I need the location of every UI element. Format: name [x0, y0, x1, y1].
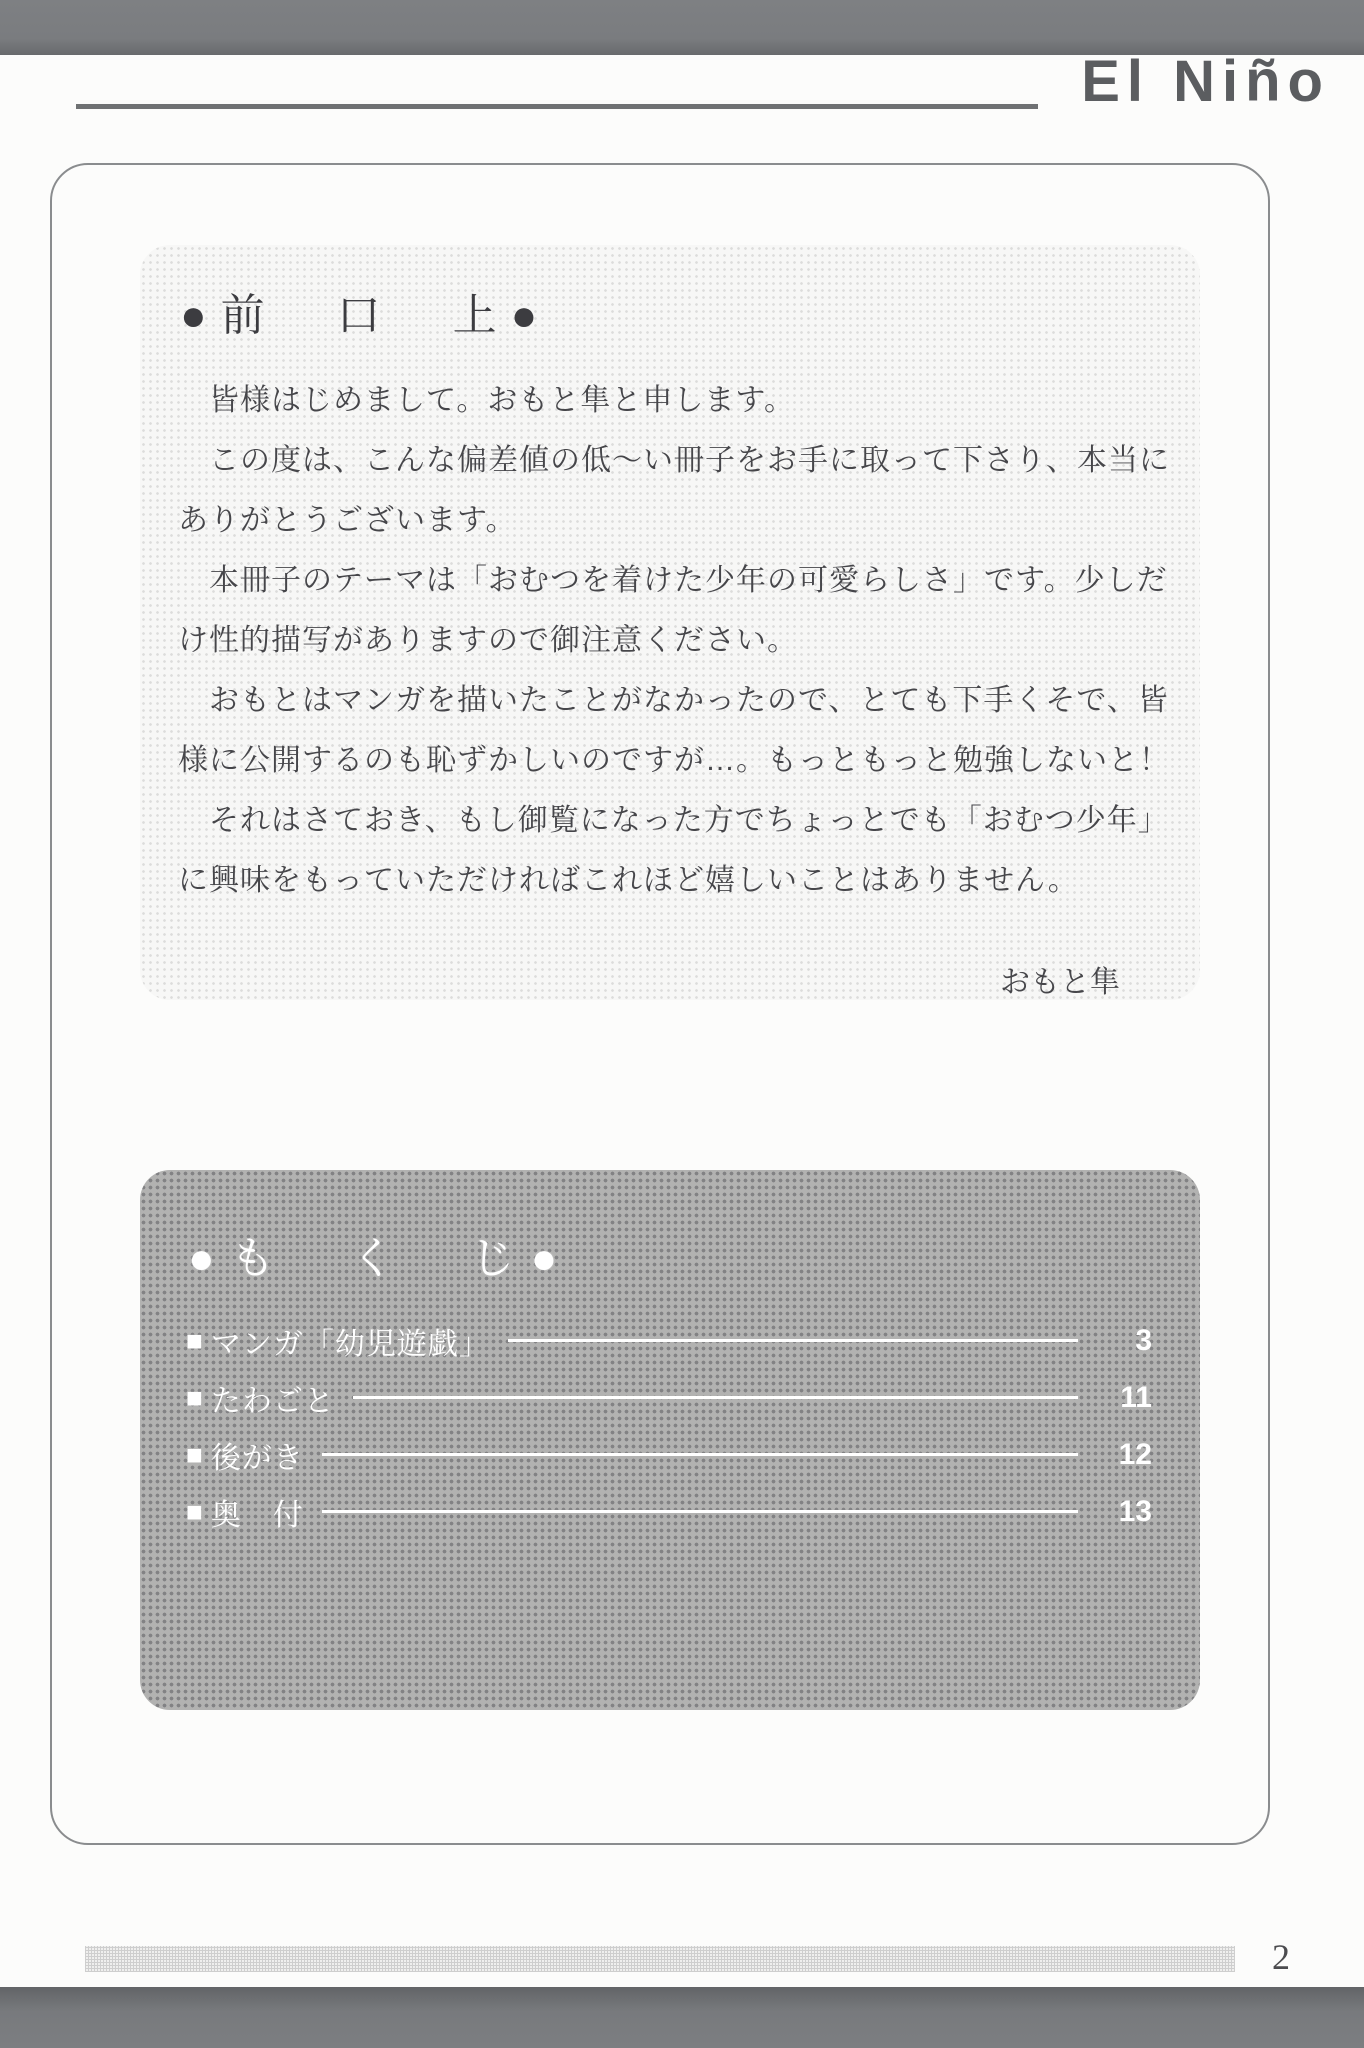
header-rule [76, 104, 1038, 109]
toc-page-number: 13 [1118, 1494, 1152, 1528]
foreword-line: 皆様はじめまして。おもと隼と申します。 [178, 384, 795, 417]
square-bullet-icon: ■ [186, 1495, 203, 1527]
foreword-line: この度は、こんな偏差値の低〜い冊子をお手に取って下さり、本当に [178, 444, 1170, 477]
foreword-line: それはさておき、もし御覧になった方でちょっとでも「おむつ少年」 [178, 804, 1169, 837]
toc-item-label: マンガ「幼児遊戯」 [210, 1327, 490, 1361]
foreword-line: 様に公開するのも恥ずかしいのですが…。もっともっと勉強しないと！ [178, 744, 1170, 777]
square-bullet-icon: ■ [186, 1324, 203, 1356]
toc-item-label: 奥 付 [210, 1498, 304, 1532]
toc-item [186, 1426, 1152, 1483]
toc-leader-line [508, 1339, 1078, 1342]
page-title: El Niño [1081, 49, 1330, 114]
bottom-scan-bar [0, 1987, 1364, 2048]
foreword-line: け性的描写がありますので御注意ください。 [178, 624, 798, 657]
toc-page-number: 11 [1120, 1380, 1152, 1414]
toc-item [186, 1312, 1152, 1369]
foreword-line: に興味をもっていただければこれほど嬉しいことはありません。 [178, 864, 1079, 897]
foreword-heading: ●前 口 上● [180, 291, 552, 340]
foreword-signature: おもと隼 [1000, 966, 1120, 999]
page-number: 2 [1272, 1937, 1290, 1977]
toc-page-number: 12 [1118, 1437, 1152, 1471]
toc-leader-line [353, 1396, 1078, 1399]
foreword-line: おもとはマンガを描いたことがなかったので、とても下手くそで、皆 [178, 684, 1169, 717]
toc-heading: ●も く じ● [188, 1234, 574, 1283]
toc-item-label: たわごと [210, 1384, 335, 1418]
top-scan-bar [0, 0, 1364, 55]
toc-page-number: 3 [1135, 1323, 1152, 1357]
toc-box [140, 1170, 1200, 1710]
toc-leader-line [322, 1510, 1078, 1513]
foreword-line: 本冊子のテーマは「おむつを着けた少年の可愛らしさ」です。少しだ [178, 564, 1168, 597]
square-bullet-icon: ■ [186, 1438, 203, 1470]
square-bullet-icon: ■ [186, 1381, 203, 1413]
toc-item-label: 後がき [210, 1441, 304, 1475]
footer-decorative-band [85, 1946, 1235, 1972]
foreword-line: ありがとうございます。 [178, 504, 517, 537]
toc-item [186, 1369, 1152, 1426]
toc-item [186, 1483, 1152, 1540]
toc-leader-line [322, 1453, 1078, 1456]
foreword-box [140, 245, 1200, 1000]
